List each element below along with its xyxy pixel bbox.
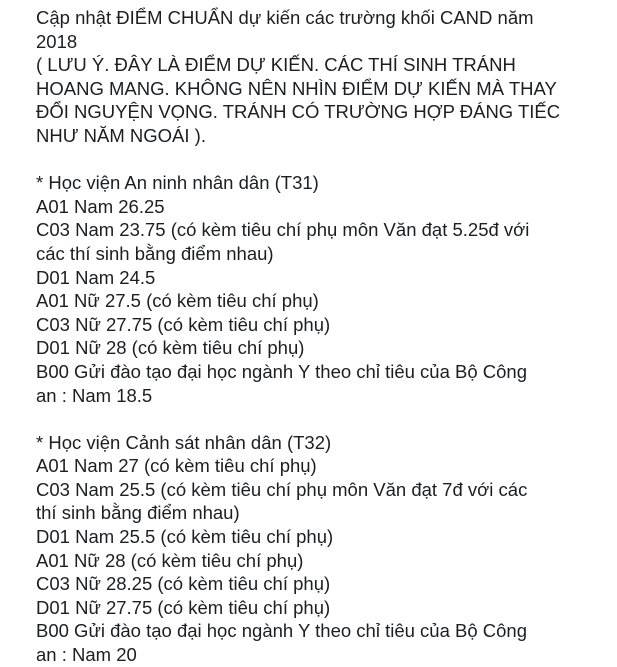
spacer [36,407,617,431]
score-line: A01 Nữ 28 (có kèm tiêu chí phụ) [36,549,304,571]
note-line: HOANG MANG. KHÔNG NÊN NHÌN ĐIỂM DỰ KIẾN MÀ THAY [36,77,557,99]
note-line: ĐỔI NGUYỆN VỌNG. TRÁNH CÓ TRƯỜNG HỢP ĐÁNG TIẾC [36,101,561,123]
score-line: D01 Nữ 27.75 (có kèm tiêu chí phụ) [36,596,331,618]
score-line: các thí sinh bằng điểm nhau) [36,242,274,264]
title-line: 2018 [36,30,78,52]
score-line: B00 Gửi đào tạo đại học ngành Y theo chỉ tiêu của Bộ Công [36,620,527,642]
score-line: an : Nam 20 [36,644,137,666]
score-line: C03 Nam 23.75 (có kèm tiêu chí phụ môn Văn đạt 5.25đ với [36,219,530,241]
score-line: D01 Nam 25.5 (có kèm tiêu chí phụ) [36,526,334,548]
note-line: ( LƯU Ý. ĐÂY LÀ ĐIỂM DỰ KIẾN. CÁC THÍ SINH TRÁNH [36,54,516,76]
score-line: C03 Nữ 27.75 (có kèm tiêu chí phụ) [36,313,331,335]
score-line: A01 Nam 27 (có kèm tiêu chí phụ) [36,455,317,477]
score-line: B00 Gửi đào tạo đại học ngành Y theo chỉ tiêu của Bộ Công [36,360,527,382]
note-line: NHƯ NĂM NGOÁI ). [36,124,206,146]
spacer [36,148,617,172]
score-line: D01 Nam 24.5 [36,266,156,288]
score-line: C03 Nữ 28.25 (có kèm tiêu chí phụ) [36,573,331,595]
score-line: an : Nam 18.5 [36,384,153,406]
score-line: C03 Nam 25.5 (có kèm tiêu chí phụ môn Văn đạt 7đ với các [36,478,528,500]
score-line: D01 Nữ 28 (có kèm tiêu chí phụ) [36,337,305,359]
score-line: thí sinh bằng điểm nhau) [36,502,240,524]
score-line: A01 Nam 26.25 [36,195,165,217]
section-heading: * Học viện Cảnh sát nhân dân (T32) [36,431,332,453]
score-line: A01 Nữ 27.5 (có kèm tiêu chí phụ) [36,290,319,312]
title-line: Cập nhật ĐIỂM CHUẨN dự kiến các trường khối CAND năm [36,7,534,28]
section-heading: * Học viện An ninh nhân dân (T31) [36,172,319,194]
